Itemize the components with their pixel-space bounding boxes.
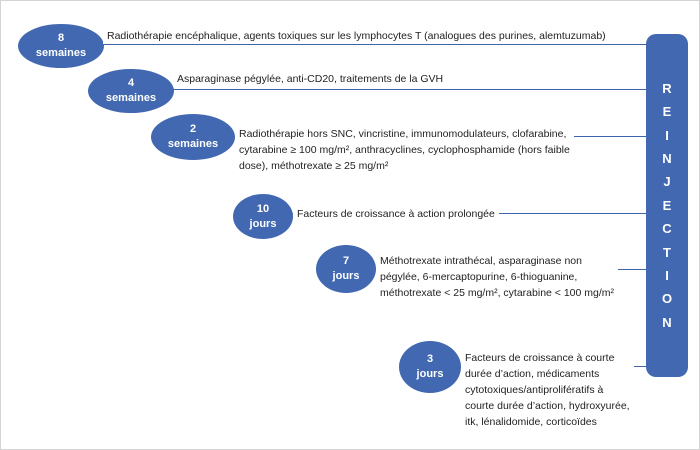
treatment-text-line: Facteurs de croissance à action prolongée: [297, 208, 495, 220]
delay-unit: semaines: [105, 92, 157, 104]
reinjection-letter: N: [662, 150, 672, 166]
delay-number: 3: [426, 353, 434, 365]
treatment-text-line: dose), méthotrexate ≥ 25 mg/m²: [239, 160, 389, 172]
connector-line-4-semaines: [129, 89, 647, 90]
treatment-text-line: méthotrexate < 25 mg/m², cytarabine < 100 mg/m²: [380, 287, 615, 299]
connector-line-8-semaines: [61, 44, 647, 45]
delay-number: 8: [57, 32, 65, 44]
reinjection-letter: R: [662, 80, 672, 96]
reinjection-letter: J: [663, 174, 671, 190]
delay-number: 7: [342, 255, 350, 267]
treatment-text-line: cytotoxiques/antiprolifératifs à: [465, 384, 604, 396]
reinjection-bar: [646, 34, 688, 377]
treatment-label-7-jours: [376, 253, 618, 301]
delay-number: 10: [256, 202, 270, 215]
treatment-text-line: Asparaginase pégylée, anti-CD20, traitements de la GVH: [177, 73, 444, 85]
delay-unit: semaines: [35, 47, 87, 59]
delay-number: 4: [127, 77, 135, 89]
treatment-label-2-semaines: [235, 126, 574, 174]
reinjection-letter: I: [665, 127, 669, 143]
delay-unit: jours: [249, 217, 277, 230]
delay-number: 2: [189, 123, 197, 135]
treatment-text-line: courte durée d’action, hydroxyurée,: [465, 400, 630, 412]
treatment-text-line: pégylée, 6-mercaptopurine, 6-thioguanine,: [380, 271, 578, 283]
delay-badge-3-jours: [399, 341, 461, 393]
treatment-text-line: itk, lénalidomide, corticoïdes: [465, 416, 597, 428]
treatment-label-3-jours: [461, 350, 634, 430]
delay-badge-4-semaines: [88, 69, 174, 113]
treatment-text-line: Méthotrexate intrathécal, asparaginase non: [380, 255, 582, 267]
delay-unit: jours: [416, 368, 444, 380]
treatment-text-line: Facteurs de croissance à courte: [465, 352, 615, 364]
treatment-text-line: Radiothérapie encéphalique, agents toxiques sur les lymphocytes T (analogues des purines, alemtuzumab): [107, 30, 606, 42]
treatment-label-8-semaines: [103, 28, 610, 44]
reinjection-letter: O: [661, 291, 673, 307]
delay-badge-2-semaines: [151, 114, 235, 160]
reinjection-letter: C: [662, 221, 672, 237]
treatment-label-4-semaines: [173, 71, 447, 87]
delay-badge-7-jours: [316, 245, 376, 293]
reinjection-letter: E: [662, 197, 672, 213]
reinjection-letter: E: [662, 104, 672, 120]
reinjection-letter: I: [665, 268, 669, 284]
delay-unit: jours: [332, 270, 360, 282]
reinjection-letter: T: [663, 244, 671, 260]
delay-unit: semaines: [167, 138, 219, 150]
reinjection-letter: N: [662, 314, 672, 330]
treatment-text-line: Radiothérapie hors SNC, vincristine, immunomodulateurs, clofarabine,: [239, 128, 567, 140]
delay-badge-8-semaines: [18, 24, 104, 68]
treatment-label-10-jours: [293, 206, 499, 222]
treatment-text-line: cytarabine ≥ 100 mg/m², anthracyclines, cyclophosphamide (hors faible: [239, 144, 570, 156]
treatment-text-line: durée d’action, médicaments: [465, 368, 600, 380]
delay-badge-10-jours: [233, 194, 293, 239]
